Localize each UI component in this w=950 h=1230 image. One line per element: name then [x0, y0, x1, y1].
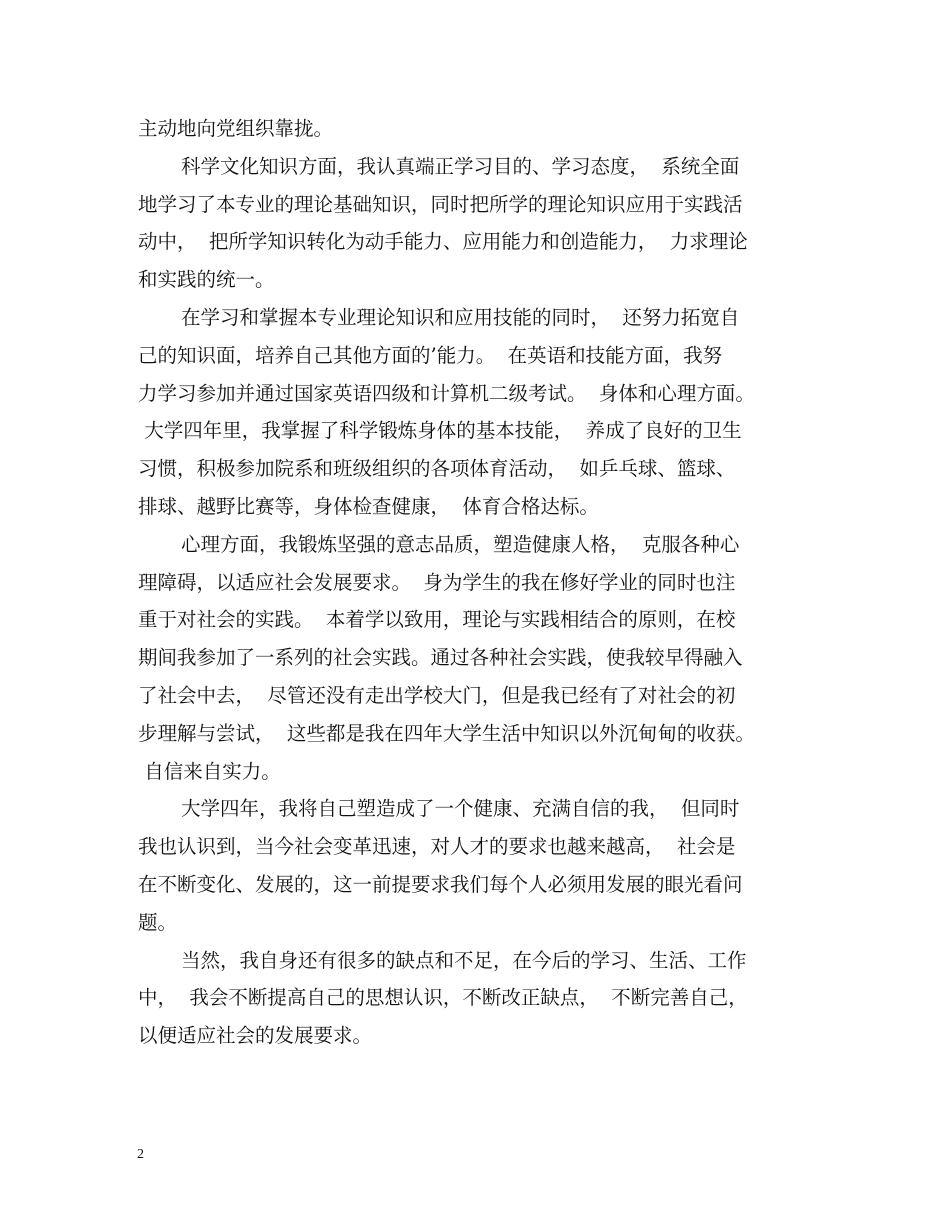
text-line: 中， 我会不断提高自己的思想认识，不断改正缺点， 不断完善自己，	[138, 986, 748, 1010]
text-line: 排球、越野比赛等，身体检查健康， 体育合格达标。	[138, 494, 599, 518]
text-line: 了社会中去， 尽管还没有走出学校大门，但是我已经有了对社会的初	[138, 683, 736, 707]
text-line: 大学四年里，我掌握了科学锻炼身体的基本技能， 养成了良好的卫生	[138, 419, 742, 443]
text-line: 地学习了本专业的理论基础知识，同时把所学的理论知识应用于实践活	[138, 192, 743, 216]
text-line: 己的知识面，培养自己其他方面的’能力。 在英语和技能方面，我努	[138, 343, 723, 367]
text-line: 动中， 把所学知识转化为动手能力、应用能力和创造能力， 力求理论	[138, 230, 748, 254]
text-line: 力学习参加并通过国家英语四级和计算机二级考试。 身体和心理方面。	[138, 381, 755, 405]
text-line: 习惯，积极参加院系和班级组织的各项体育活动， 如乒乓球、篮球、	[138, 457, 736, 481]
text-line: 我也认识到，当今社会变革迅速，对人才的要求也越来越高， 社会是	[138, 835, 736, 859]
text-line: 当然，我自身还有很多的缺点和不足，在今后的学习、生活、工作	[181, 948, 747, 972]
text-line: 期间我参加了一系列的社会实践。通过各种社会实践，使我较早得融入	[138, 646, 743, 670]
text-line: 题。	[138, 910, 178, 934]
text-line: 主动地向党组织靠拢。	[138, 117, 334, 140]
text-line: 科学文化知识方面，我认真端正学习目的、学习态度， 系统全面	[181, 154, 740, 178]
text-line: 自信来自实力。	[138, 759, 281, 783]
text-line: 以便适应社会的发展要求。	[138, 1024, 373, 1048]
text-line: 在不断变化、发展的，这一前提要求我们每个人必须用发展的眼光看问	[138, 872, 743, 896]
body-text	[138, 110, 828, 1055]
text-line: 大学四年，我将自己塑造成了一个健康、充满自信的我， 但同时	[181, 797, 740, 821]
text-line: 在学习和掌握本专业理论知识和应用技能的同时， 还努力拓宽自	[181, 305, 740, 329]
text-line: 重于对社会的实践。 本着学以致用，理论与实践相结合的原则，在校	[138, 608, 736, 632]
text-line: 理障碍，以适应社会发展要求。 身为学生的我在修好学业的同时也注	[138, 570, 736, 594]
text-line: 步理解与尝试， 这些都是我在四年大学生活中知识以外沉甸甸的收获。	[138, 721, 755, 745]
page-number: 2	[137, 1147, 144, 1162]
text-line: 和实践的统一。	[138, 268, 275, 292]
text-line: 心理方面，我锻炼坚强的意志品质，塑造健康人格， 克服各种心	[181, 532, 740, 556]
